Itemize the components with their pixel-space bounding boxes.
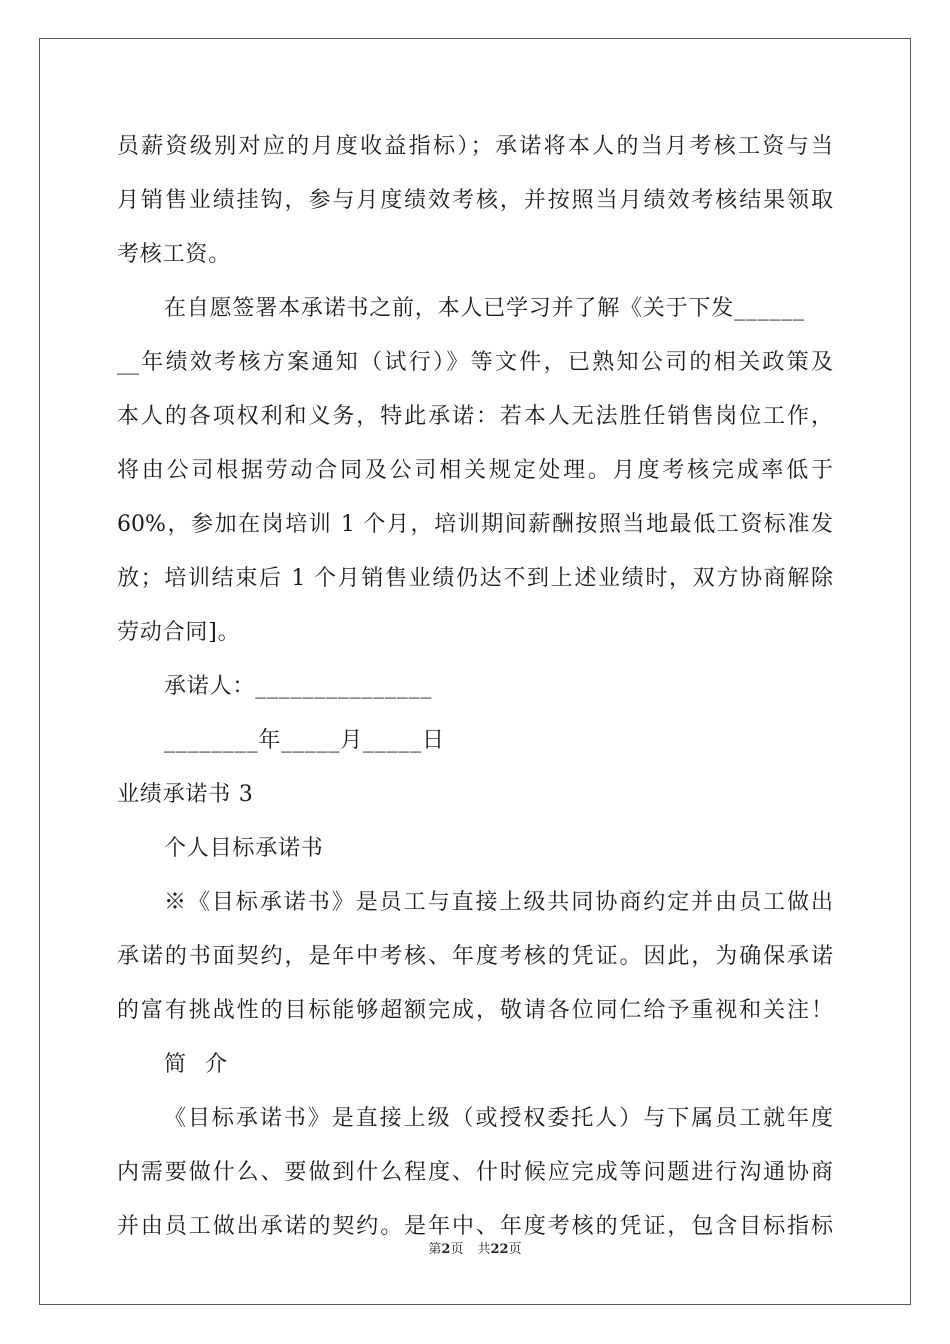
subsection-heading: 个人目标承诺书 (164, 836, 324, 861)
paragraph-line: 劳动合同]。 (117, 620, 241, 645)
total-unit: 页 (508, 1242, 522, 1257)
section-heading: 业绩承诺书 3 (117, 782, 254, 807)
page-total: 22 (490, 1242, 509, 1257)
paragraph-line: 内需要做什么、要做到什么程度、什时候应完成等问题进行沟通协商 (117, 1160, 833, 1185)
page-prefix: 第 (428, 1242, 442, 1257)
paragraph-line: 考核工资。 (117, 242, 232, 267)
paragraph-line: 60%，参加在岗培训 1 个月，培训期间薪酬按照当地最低工资标准发 (117, 512, 833, 537)
page-unit: 页 (450, 1242, 464, 1257)
paragraph-line: 放；培训结束后 1 个月销售业绩仍达不到上述业绩时，双方协商解除 (117, 566, 833, 591)
paragraph-line: 将由公司根据劳动合同及公司相关规定处理。月度考核完成率低于 (117, 458, 833, 483)
total-prefix: 共 (477, 1242, 491, 1257)
paragraph-line: 月销售业绩挂钩，参与月度绩效考核，并按照当月绩效考核结果领取 (117, 188, 833, 213)
paragraph-line: 承诺的书面契约，是年中考核、年度考核的凭证。因此，为确保承诺 (117, 944, 833, 969)
page-footer (0, 1242, 950, 1258)
paragraph-line: 并由员工做出承诺的契约。是年中、年度考核的凭证，包含目标指标 (117, 1214, 833, 1239)
subsection-heading: 简 介 (164, 1052, 233, 1077)
signatory-line: 承诺人：_______________ (164, 674, 433, 699)
paragraph-line: 《目标承诺书》是直接上级（或授权委托人）与下属员工就年度 (164, 1106, 833, 1131)
paragraph-line: __年绩效考核方案通知（试行）》等文件，已熟知公司的相关政策及 (117, 350, 833, 375)
date-line: ________年_____月_____日 (164, 728, 445, 753)
paragraph-line: 在自愿签署本承诺书之前，本人已学习并了解《关于下发______ (164, 296, 805, 321)
paragraph-line: 员薪资级别对应的月度收益指标）；承诺将本人的当月考核工资与当 (117, 134, 833, 159)
paragraph-line: 的富有挑战性的目标能够超额完成，敬请各位同仁给予重视和关注！ (117, 998, 833, 1023)
page-number: 2 (441, 1242, 451, 1257)
paragraph-line: 本人的各项权利和义务，特此承诺：若本人无法胜任销售岗位工作， (117, 404, 833, 429)
paragraph-line: ※《目标承诺书》是员工与直接上级共同协商约定并由员工做出 (164, 890, 833, 915)
